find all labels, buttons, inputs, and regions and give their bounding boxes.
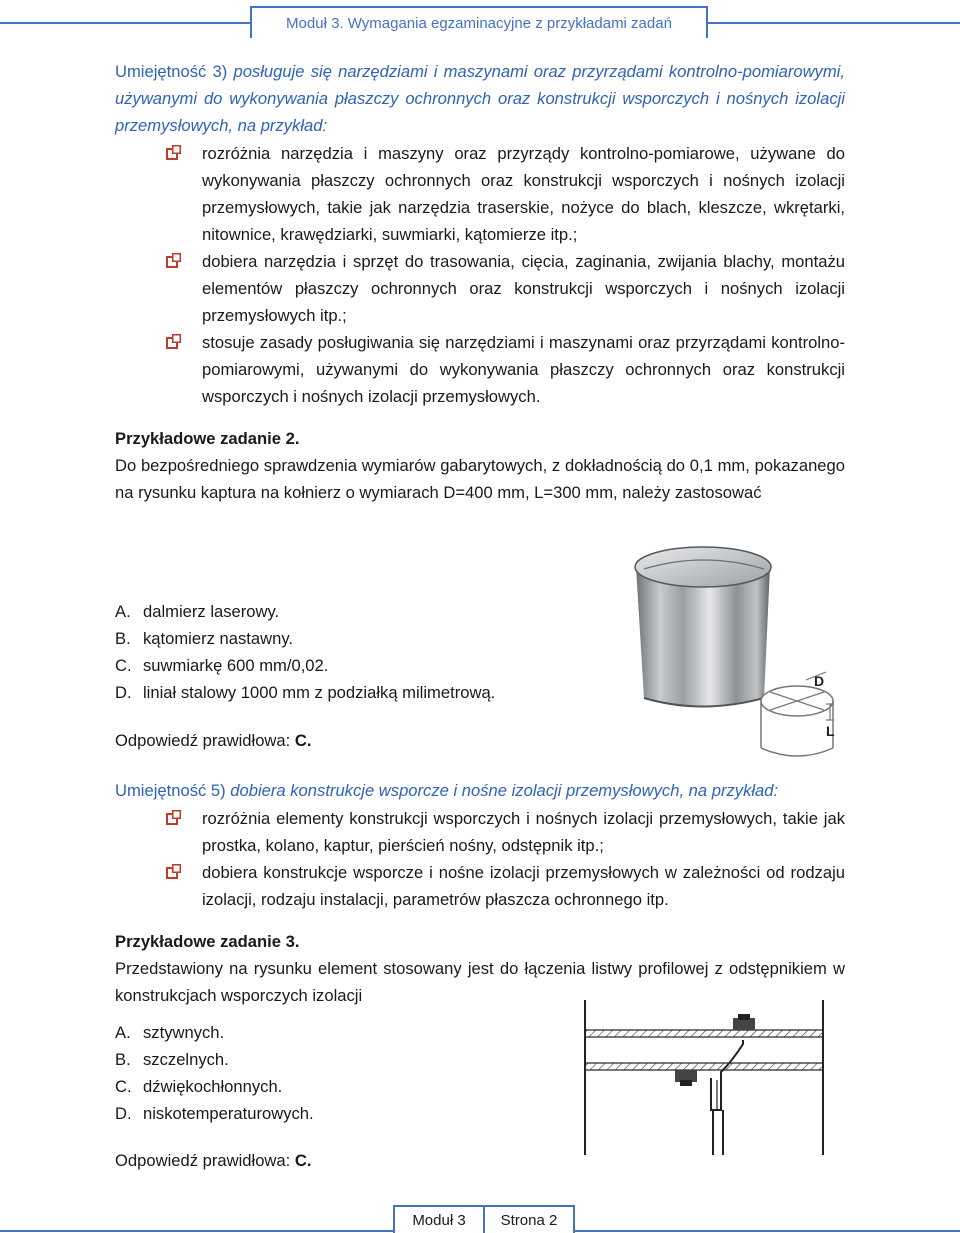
skill3-intro [115, 58, 845, 139]
footer-module: Moduł 3 [393, 1205, 485, 1233]
header-title [250, 6, 708, 38]
header-title-text: Moduł 3. Wymagania egzaminacyjne z przykładami zadań [286, 14, 672, 32]
skill5-bullet-2: dobiera konstrukcje wsporcze i nośne izolacji przemysłowych w zależności od rodzaju izolacji, rodzaju instalacji, parametrów płaszcza ochronnego itp. [202, 863, 845, 909]
footer-page-number: Strona 2 [483, 1205, 575, 1233]
skill5-intro [115, 777, 845, 804]
skill5-bullet-1: rozróżnia elementy konstrukcji wsporczych i nośnych izolacji przemysłowych, takie jak prostka, kolano, kaptur, pierścień nośny, odstępnik itp.; [202, 809, 845, 855]
bullet-icon [166, 145, 181, 160]
task3-option-c: C. dźwiękochłonnych. [115, 1077, 283, 1096]
bullet-icon [166, 864, 181, 879]
task3-answer: Odpowiedź prawidłowa: C. [115, 1151, 312, 1170]
task2-option-a: A. dalmierz laserowy. [115, 602, 280, 621]
skill5-lead: Umiejętność 5) [115, 781, 226, 800]
task2-answer: Odpowiedź prawidłowa: C. [115, 731, 312, 750]
support-connector-drawing [583, 1000, 845, 1155]
skill3-bullet-3: stosuje zasady posługiwania się narzędziami i maszynami oraz przyrządami kontrolno-pomiarowymi, używanymi do wykonywania płaszczy ochronnych oraz konstrukcji wsporczych i nośnych izolacji przemysłowych. [202, 333, 845, 406]
bullet-icon [166, 253, 181, 268]
task3-question: Przedstawiony na rysunku element stosowany jest do łączenia listwy profilowej z odstępnikiem w konstrukcjach wsporczych izolacji [115, 959, 845, 1005]
skill3-bullet-1: rozróżnia narzędzia i maszyny oraz przyrządy kontrolno-pomiarowe, używane do wykonywania płaszczy ochronnych oraz konstrukcji wsporczych i nośnych izolacji przemysłowych, takie jak narzędzia traserskie, nożyce do blach, kleszcze, wkrętarki, nitownice, krawędziarki, suwmiarki, kątomierze itp.; [202, 144, 845, 244]
diagram-d-label: D [814, 673, 825, 689]
skill3-lead: Umiejętność 3) [115, 62, 228, 81]
skill5-text: dobiera konstrukcje wsporcze i nośne izolacji przemysłowych, na przykład: [230, 781, 779, 800]
task2-title: Przykładowe zadanie 2. [115, 429, 300, 448]
bullet-icon [166, 810, 181, 825]
task2-option-d: D. liniał stalowy 1000 mm z podziałką milimetrową. [115, 683, 496, 702]
task3-title: Przykładowe zadanie 3. [115, 932, 300, 951]
task3-option-a: A. sztywnych. [115, 1023, 225, 1042]
task2-question: Do bezpośredniego sprawdzenia wymiarów gabarytowych, z dokładnością do 0,1 mm, pokazanego na rysunku kaptura na kołnierz o wymiarach D=400 mm, L=300 mm, należy zastosować [115, 456, 845, 502]
task2-option-b: B. kątomierz nastawny. [115, 629, 294, 648]
diagram-l-label: L [826, 723, 835, 739]
task3-option-d: D. niskotemperaturowych. [115, 1104, 314, 1123]
task2-option-c: C. suwmiarkę 600 mm/0,02. [115, 656, 329, 675]
skill3-text: posługuje się narzędziami i maszynami oraz przyrządami kontrolno-pomiarowymi, używanymi do wykonywania płaszczy ochronnych oraz konstrukcji wsporczych i nośnych izolacji przemysłowych, na przykład: [115, 62, 845, 135]
task3-option-b: B. szczelnych. [115, 1050, 229, 1069]
skill3-bullet-2: dobiera narzędzia i sprzęt do trasowania, cięcia, zaginania, zwijania blachy, montażu elementów płaszczy ochronnych oraz konstrukcji wsporczych i nośnych izolacji przemysłowych itp.; [202, 252, 845, 325]
bullet-icon [166, 334, 181, 349]
hood-dimension-diagram [750, 668, 850, 768]
